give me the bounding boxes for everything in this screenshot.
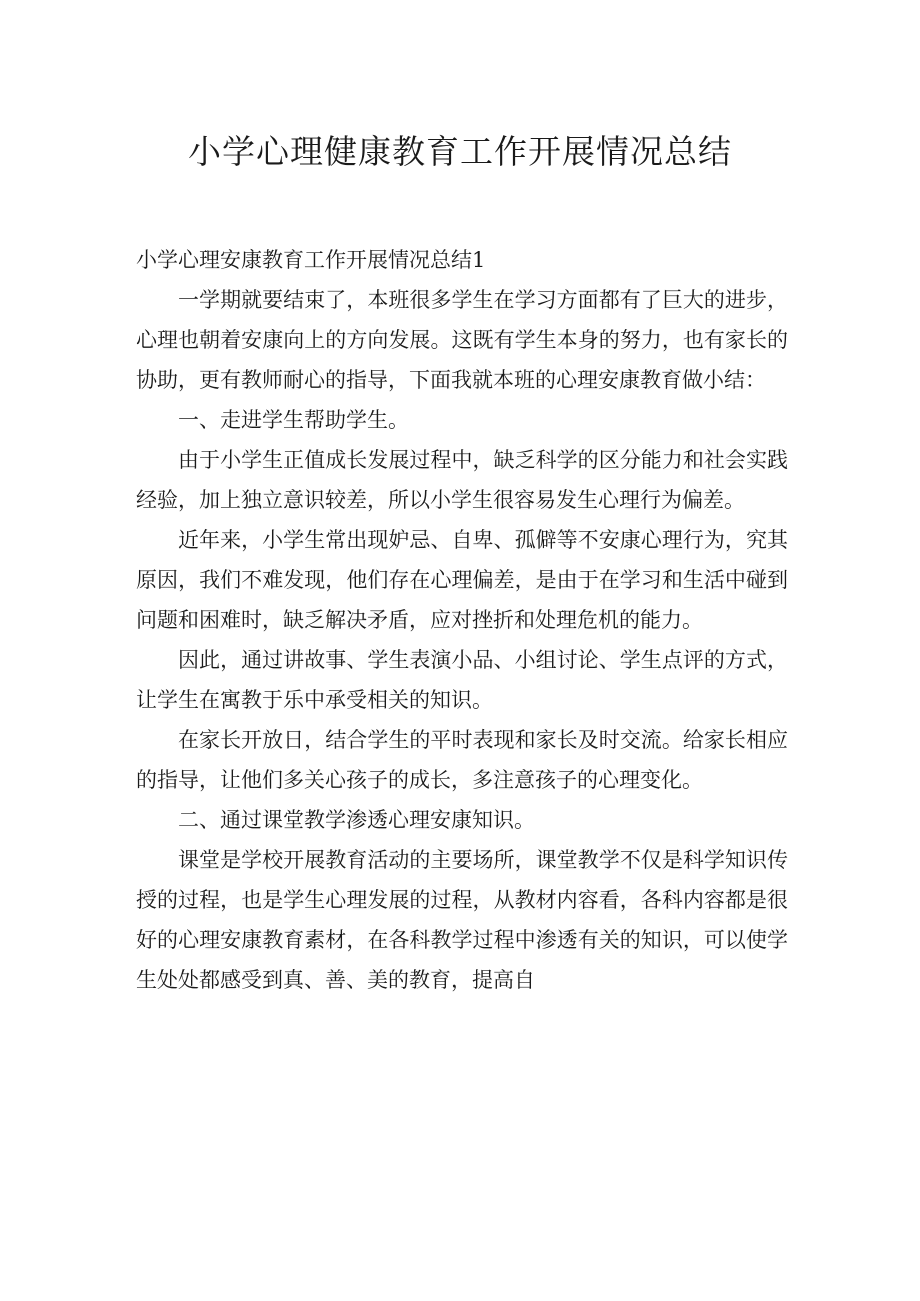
paragraph: 课堂是学校开展教育活动的主要场所，课堂教学不仅是科学知识传授的过程，也是学生心理发展的过程，从教材内容看，各科内容都是很好的心理安康教育素材，在各科教学过程中渗透有关的知识，可以使学生处处都感受到真、善、美的教育，提高自 xyxy=(136,848,788,992)
paragraph: 由于小学生正值成长发展过程中，缺乏科学的区分能力和社会实践经验，加上独立意识较差，所以小学生很容易发生心理行为偏差。 xyxy=(136,448,788,512)
section-title: 小学心理安康教育工作开展情况总结1 xyxy=(136,248,486,272)
document-body xyxy=(136,240,788,1000)
paragraph: 二、通过课堂教学渗透心理安康知识。 xyxy=(178,808,535,832)
paragraph: 在家长开放日，结合学生的平时表现和家长及时交流。给家长相应的指导，让他们多关心孩子的成长，多注意孩子的心理变化。 xyxy=(136,728,788,792)
paragraph: 近年来，小学生常出现妒忌、自卑、孤僻等不安康心理行为，究其原因，我们不难发现，他们存在心理偏差，是由于在学习和生活中碰到问题和困难时，缺乏解决矛盾，应对挫折和处理危机的能力。 xyxy=(136,528,788,632)
paragraph: 一学期就要结束了，本班很多学生在学习方面都有了巨大的进步，心理也朝着安康向上的方向发展。这既有学生本身的努力，也有家长的协助，更有教师耐心的指导，下面我就本班的心理安康教育做小结： xyxy=(136,288,788,392)
paragraph: 因此，通过讲故事、学生表演小品、小组讨论、学生点评的方式，让学生在寓教于乐中承受相关的知识。 xyxy=(136,648,788,712)
paragraph: 一、走进学生帮助学生。 xyxy=(178,408,409,432)
document-title: 小学心理健康教育工作开展情况总结 xyxy=(188,132,732,171)
